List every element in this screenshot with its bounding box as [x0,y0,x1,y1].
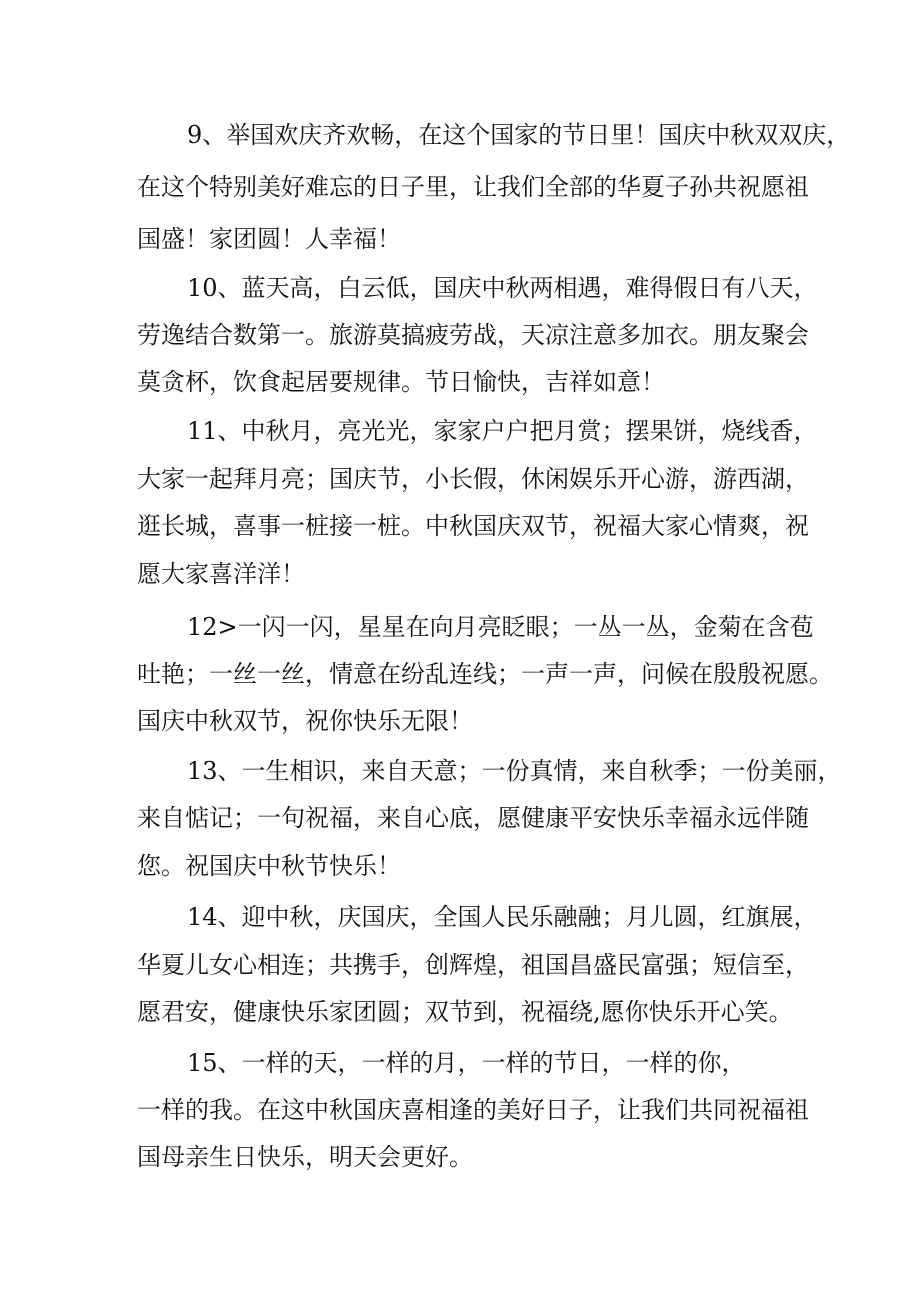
paragraph-9-line-2: 在这个特别美好难忘的日子里，让我们全部的华夏子孙共祝愿祖 [137,173,809,201]
paragraph-15-line-3: 国母亲生日快乐，明天会更好。 [137,1143,473,1171]
paragraph-15-line-1: 15、一样的天，一样的月，一样的节日，一样的你， [187,1049,746,1077]
paragraph-13-line-3: 您。祝国庆中秋节快乐！ [137,852,401,880]
paragraph-10-line-3: 莫贪杯，饮食起居要规律。节日愉快，吉祥如意！ [137,368,665,396]
paragraph-14-line-2: 华夏儿女心相连；共携手，创辉煌，祖国昌盛民富强；短信至， [137,951,809,979]
paragraph-12-line-3: 国庆中秋双节，祝你快乐无限！ [137,707,473,735]
paragraph-11-line-3: 逛长城，喜事一桩接一桩。中秋国庆双节，祝福大家心情爽，祝 [137,512,809,540]
paragraph-14-line-1: 14、迎中秋，庆国庆，全国人民乐融融；月儿圆，红旗展， [187,903,818,931]
paragraph-9-line-1: 9、举国欢庆齐欢畅，在这个国家的节日里！国庆中秋双双庆， [187,121,851,149]
paragraph-13-line-1: 13、一生相识，来自天意；一份真情，来自秋季；一份美丽， [187,757,842,785]
paragraph-11-line-1: 11、中秋月，亮光光，家家户户把月赏；摆果饼，烧线香， [187,417,818,445]
paragraph-11-line-4: 愿大家喜洋洋！ [137,560,305,588]
paragraph-14-line-3: 愿君安，健康快乐家团圆；双节到，祝福绕,愿你快乐开心笑。 [137,998,793,1026]
paragraph-9-line-3: 国盛！家团圆！人幸福！ [137,225,401,253]
paragraph-12-line-1: 12>一闪一闪，星星在向月亮眨眼；一丛一丛，金菊在含苞 [187,613,814,641]
paragraph-10-line-2: 劳逸结合数第一。旅游莫搞疲劳战，天凉注意多加衣。朋友聚会 [137,321,809,349]
paragraph-15-line-2: 一样的我。在这中秋国庆喜相逢的美好日子，让我们共同祝福祖 [137,1096,809,1124]
paragraph-11-line-2: 大家一起拜月亮；国庆节，小长假，休闲娱乐开心游，游西湖， [137,465,809,493]
paragraph-10-line-1: 10、蓝天高，白云低，国庆中秋两相遇，难得假日有八天， [187,274,818,302]
paragraph-12-line-2: 吐艳；一丝一丝，情意在纷乱连线；一声一声，问候在殷殷祝愿。 [137,660,833,688]
paragraph-13-line-2: 来自惦记；一句祝福，来自心底，愿健康平安快乐幸福永远伴随 [137,804,809,832]
